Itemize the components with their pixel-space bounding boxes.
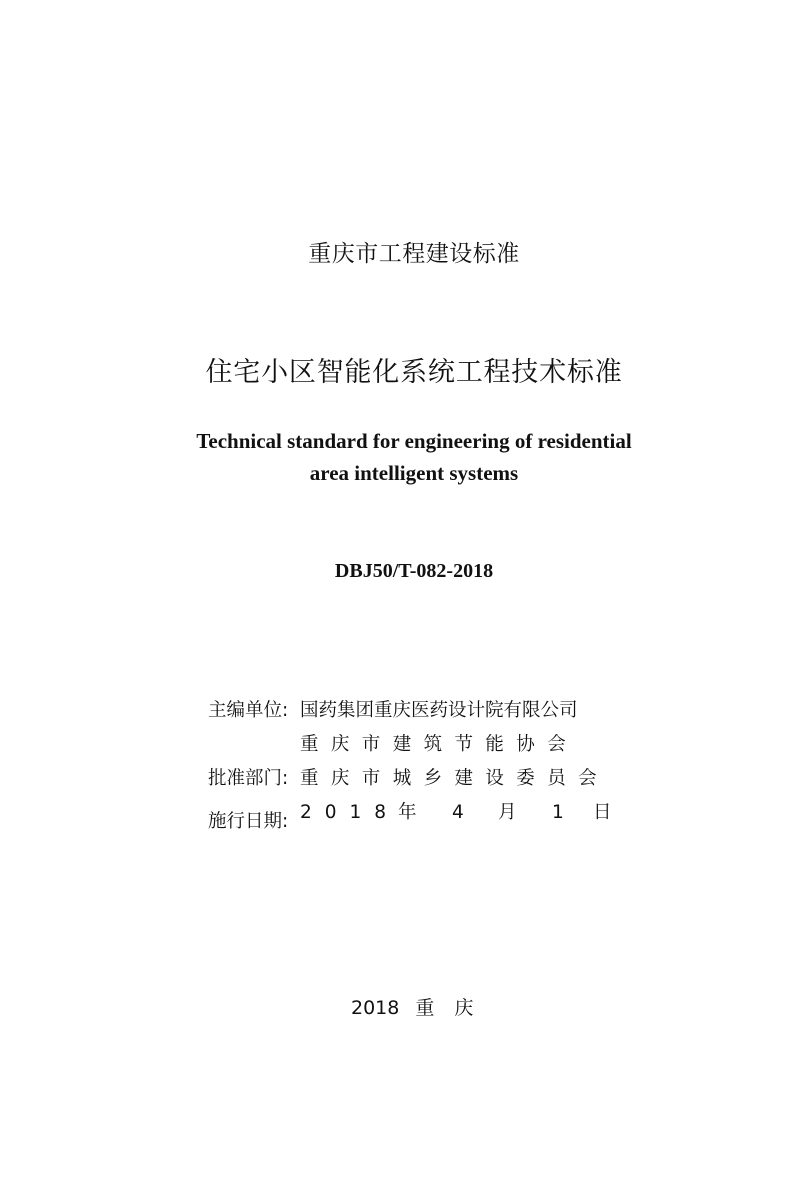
standard-code: DBJ50/T-082-2018 xyxy=(334,560,494,582)
date-month-unit: 月 xyxy=(498,802,530,823)
series-title: 重庆市工程建设标准 xyxy=(308,241,520,267)
effective-date-value xyxy=(300,799,625,827)
editor-value-2: 重庆市建筑节能协会 xyxy=(300,734,579,755)
publication-info xyxy=(208,697,628,833)
approver-value: 重庆市城乡建设委员会 xyxy=(300,768,610,789)
effective-date-row xyxy=(208,799,628,833)
date-day-unit: 日 xyxy=(593,802,625,823)
english-title-line-2: area intelligent systems xyxy=(309,461,519,485)
editor-row-2 xyxy=(208,731,628,765)
approver-label: 批准部门: xyxy=(208,768,289,789)
date-month: 4 xyxy=(452,802,477,823)
date-year-unit: 年 xyxy=(398,802,430,823)
editor-value-1: 国药集团重庆医药设计院有限公司 xyxy=(300,700,578,721)
date-day: 1 xyxy=(552,802,577,823)
footer-city: 重庆 xyxy=(415,997,494,1019)
editor-row xyxy=(208,697,628,731)
approver-row xyxy=(208,765,628,799)
footer-year: 2018 xyxy=(351,997,400,1019)
main-title: 住宅小区智能化系统工程技术标准 xyxy=(205,357,623,388)
english-title-line-1: Technical standard for engineering of residential xyxy=(196,429,632,453)
date-year: 2018 xyxy=(300,802,400,823)
footer-imprint xyxy=(351,993,493,1020)
effective-date-label: 施行日期: xyxy=(208,811,289,832)
editor-label: 主编单位: xyxy=(208,700,289,721)
english-title xyxy=(0,425,800,489)
